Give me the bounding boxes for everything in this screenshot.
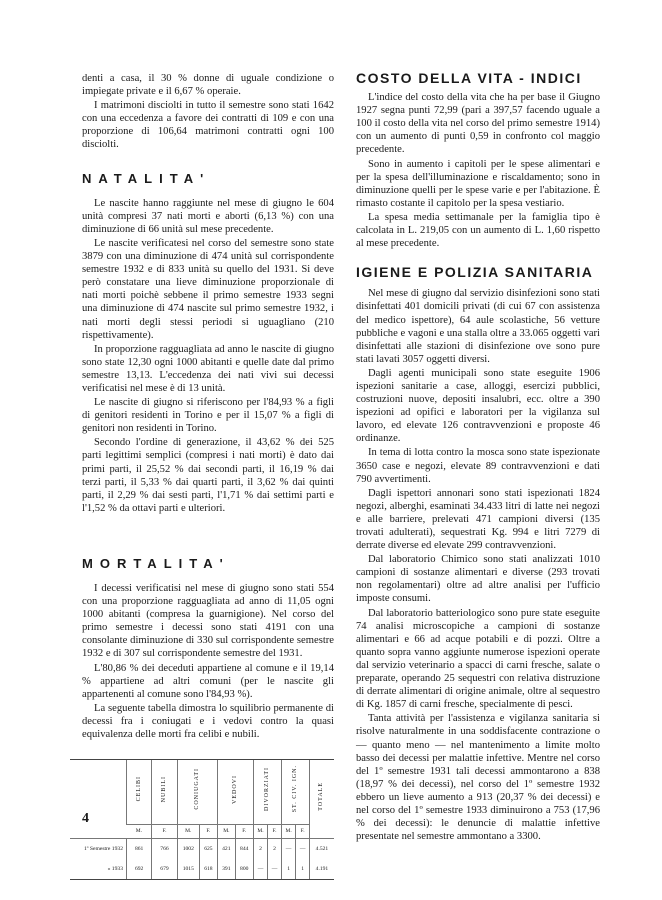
table-cell: 2 — [268, 839, 282, 860]
header-vedovi: VEDOVI — [217, 760, 253, 825]
paragraph-cost-index: L'indice del costo della vita che ha per base il Giugno 1927 segna punti 72,99 (pari a 397,57 facendo uguale a 100 il costo della vita nel corso del primo semestre 1914) con un aumento di punti 0,59 in confronto col maggio precedente. — [356, 92, 600, 156]
table-cell: 625 — [199, 839, 217, 860]
header-coniugati: CONIUGATI — [177, 760, 217, 825]
table-cell: — — [253, 859, 268, 879]
table-cell: 766 — [152, 839, 177, 860]
table-cell: 618 — [199, 859, 217, 879]
heading-igiene-polizia-sanitaria: IGIENE E POLIZIA SANITARIA — [356, 264, 594, 281]
header-nubili: NUBILI — [152, 760, 177, 825]
sub-f: F. — [152, 825, 177, 839]
sub-m: M. — [217, 825, 235, 839]
table-cell: — — [281, 839, 296, 860]
table-cell: 1002 — [177, 839, 199, 860]
sub-m: M. — [177, 825, 199, 839]
heading-costo-della-vita: COSTO DELLA VITA - INDICI — [356, 70, 582, 86]
paragraph-births-order: Secondo l'ordine di generazione, il 43,62 % dei 525 parti legittimi semplici (compresi i nati morti) è dato dai primi parti, il 25,52 % dai secondi parti, il 16,19 % dai terzi parti, il 5,33 % dai quarti parti, il 3,62 % dai quinti parti, il 2,29 % dai sesti parti, l'1,71 % dai settimi parti e l'1,52 % da ottavi parti e ulteriori. — [82, 437, 334, 514]
table-corner — [70, 760, 127, 839]
table-cell: 1015 — [177, 859, 199, 879]
table-cell: 844 — [235, 839, 253, 860]
left-column — [82, 72, 334, 880]
paragraph-disinfections: Nel mese di giugno dal servizio disinfezioni sono stati disinfettati 401 domicili privati (di cui 67 con assistenza del medico ispettore), 64 aule scolastiche, 56 vetture pubbliche e vagoni e una stalla oltre a 33.065 oggetti vari disinfettati alle stazioni di disinfezione ove sono pure stati lavati 3057 oggetti diversi. — [356, 288, 600, 365]
table-cell: 800 — [235, 859, 253, 879]
sub-f: F. — [235, 825, 253, 839]
right-column — [356, 72, 600, 844]
header-divorziati: DIVORZIATI — [253, 760, 281, 825]
paragraph-chemical-lab: Dal laboratorio Chimico sono stati analizzati 1010 campioni di sostanze alimentari e diverse (293 trovati non regolamentari) oltre ad altre analisi per l'ufficio imposte consumi. — [356, 554, 600, 605]
table-cell: 1 — [281, 859, 296, 879]
sub-m: M. — [281, 825, 296, 839]
paragraph-deaths-june: I decessi verificatisi nel mese di giugno sono stati 554 con una proporzione ragguagliata ad anno di 11,05 ogni 1000 abitanti (compresa la guarnigione). Nel corso del primo semestre i decessi sono stati 4191 con una consolante diminuzione di 330 sul corrispondente semestre 1932 e di 307 sul corrispondente semestre del 1931. — [82, 583, 334, 660]
header-st-civ-ign: ST. CIV. IGN. — [281, 760, 309, 825]
heading-natalita: NATALITA' — [82, 170, 211, 186]
paragraph-births-residence: Le nascite di giugno si riferiscono per l'84,93 % a figli di genitori residenti in Torino e per il 15,07 % a figli di genitori non residenti in Torino. — [82, 397, 334, 435]
paragraph-infectious-diseases: Tanta attività per l'assistenza e vigilanza sanitaria si risolve naturalmente in una soddisfacente contrazione o — quanto meno — nel mantenimento a limite molto basso dei decessi per malattie infettive. Mentre nel corso del 1º semestre 1931 tali decessi ammontarono a 838 (18,97 % dei decessi), nel corso del 1º semestre 1932 ebbero un lieve aumento a 913 (20,37 % dei decessi) e nel corso del 1º semestre 1933 diminuirono a 753 (17,96 % dei decessi): le denuncie di malattie infettive presentate nel semestre ammontano a 3300. — [356, 713, 600, 843]
header-totale: TOTALE — [309, 760, 334, 839]
table-cell: 692 — [127, 859, 152, 879]
table-row — [70, 859, 334, 879]
table-cell: 4.191 — [309, 859, 334, 879]
paragraph-deaths-table-intro: La seguente tabella dimostra lo squilibrio permanente di decessi fra i coniugati e i vedovi contro la quasi equivalenza delle morti fra celibi e nubili. — [82, 702, 334, 741]
row-label: 1º Semestre 1932 — [70, 839, 127, 860]
sub-f: F. — [199, 825, 217, 839]
paragraph-births-june: Le nascite hanno raggiunte nel mese di giugno le 604 unità compresi 37 nati morti e aborti (6,13 %) con una diminuzione di 66 unità sul mese precedente. — [82, 197, 334, 235]
sub-f: F. — [296, 825, 310, 839]
paragraph-births-semester: Le nascite verificatesi nel corso del semestre sono state 3879 con una diminuzione di 474 unità sul corrispondente semestre 1932 e di 833 unità su quello del 1931. Si deve però constatare una lieve diminuzione proporzionale di nati morti poichè sebbene il primo semestre 1933 segni una diminuzione di 474 nascite sul primo semestre 1932, i nati morti degli stessi periodi si uguagliano (210 rispettivamente). — [82, 237, 334, 341]
paragraph-marriage-end: denti a casa, il 30 % donne di uguale condizione o impiegate private e il 6,67 % operaie. — [82, 73, 334, 98]
table-cell: — — [268, 859, 282, 879]
paragraph-cost-chapters: Sono in aumento i capitoli per le spese alimentari e per la spesa dell'illuminazione e riscaldamento; sono in diminuzione quelli per le spese varie e per l'abitazione. È rimasto costante il capitolo per la spesa vestiario. — [356, 158, 600, 209]
sub-m: M. — [253, 825, 268, 839]
page-number: 4 — [82, 811, 89, 826]
paragraph-cost-weekly: La spesa media settimanale per la famiglia tipo è calcolata in L. 219,05 con un aumento di L. 1,60 rispetto al mese precedente. — [356, 211, 600, 250]
table-cell: 391 — [217, 859, 235, 879]
paragraph-births-proportion: In proporzione ragguagliata ad anno le nascite di giugno sono state 12,30 ogni 1000 abitanti e quelle date dal primo semestre 13,13. L'eccedenza dei nati vivi sui decessi verificatisi nel mese è di 13 unità. — [82, 343, 334, 394]
paragraph-inspections: Dagli agenti municipali sono state eseguite 1906 ispezioni sanitarie a case, alloggi, esercizi pubblici, costruzioni nuove, depositi insalubri, ecc. oltre a 390 ispezioni ad opifici e laboratori per la vigilanza sul lavoro, ed elevate 126 contravvenzioni e proposte 46 ordinanze. — [356, 367, 600, 445]
header-celibi: CELIBI — [127, 760, 152, 825]
paragraph-fly-control: In tema di lotta contro la mosca sono state ispezionate 3650 case e negozi, elevate 89 contravvenzioni e dati 790 avvertimenti. — [356, 447, 600, 485]
table-cell: 1 — [296, 859, 310, 879]
paragraph-food-inspectors: Dagli ispettori annonari sono stati ispezionati 1824 negozi, alberghi, esaminati 34.433 litri di latte nei negozi e alle barriere, prelevati 471 campioni diversi (135 trovati adulterati), sequestrati Kg. 994 e litri 7279 di derrate diverse ed elevate 299 contravvenzioni. — [356, 487, 600, 552]
table-cell: — — [296, 839, 310, 860]
paragraph-bacteriology-lab: Dal laboratorio batteriologico sono pure state eseguite 74 analisi microscopiche a campioni di sostanze alimentari e 66 ad acque potabili e di pozzi. Oltre a quanto sopra vanno aggiunte numerose ispezioni operate dal servizio veterinario a spacci di carni fresche, salate o preparate, operando 25 sequestri con relativa distruzione di derrate alimentari di origine animale, oltre al sequestro di Kg. 1857 di carni fresche, specialmente di pesci. — [356, 607, 600, 711]
paragraph-marriages-dissolved: I matrimoni disciolti in tutto il semestre sono stati 1642 con una eccedenza a favore dei contratti di 109 e con una proporzione di 106,64 matrimoni contratti ogni 100 disciolti. — [82, 100, 334, 151]
sub-f: F. — [268, 825, 282, 839]
table-row — [70, 839, 334, 860]
sub-m: M. — [127, 825, 152, 839]
table-cell: 2 — [253, 839, 268, 860]
table-cell: 861 — [127, 839, 152, 860]
heading-mortalita: MORTALITA' — [82, 555, 230, 571]
deaths-table — [70, 759, 334, 880]
table-cell: 4.521 — [309, 839, 334, 860]
row-label: » 1933 — [107, 865, 123, 872]
paragraph-deaths-commune: L'80,86 % dei deceduti appartiene al comune e il 19,14 % appartiene ad altri comuni (per le nascite gli appartenenti al comune sono l'84,93 %). — [82, 662, 334, 700]
table-cell: 679 — [152, 859, 177, 879]
table-cell: 421 — [217, 839, 235, 860]
